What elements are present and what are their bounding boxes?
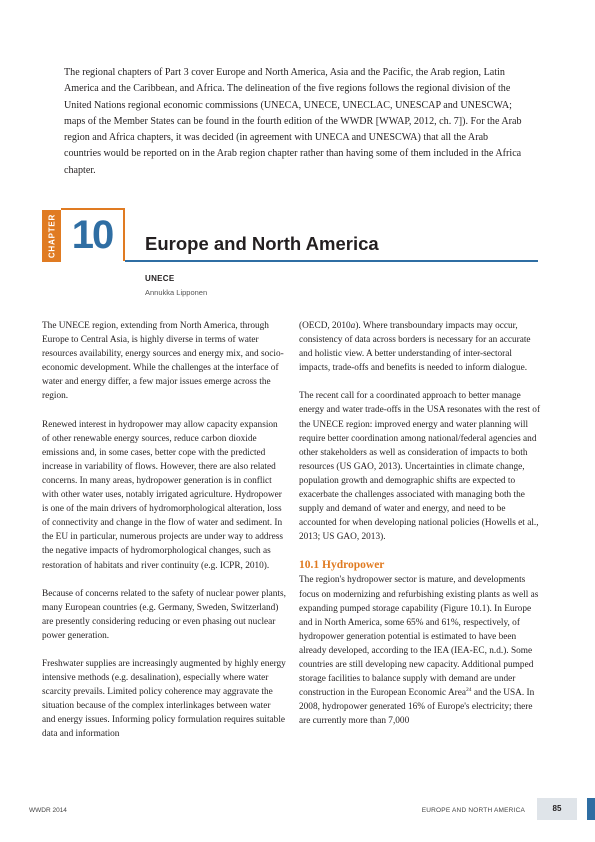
left-column bbox=[42, 319, 286, 756]
page-number: 85 bbox=[537, 798, 577, 820]
chapter-number: 10 bbox=[71, 213, 113, 257]
chapter-title: Europe and North America bbox=[145, 233, 379, 254]
page-footer bbox=[0, 798, 595, 824]
chapter-side-tab bbox=[42, 210, 61, 262]
footer-edge-bar bbox=[587, 798, 595, 820]
footer-chapter-name: EUROPE AND NORTH AMERICA bbox=[421, 807, 525, 814]
section-heading: 10.1 Hydropower bbox=[299, 559, 385, 572]
body-paragraph: The recent call for a coordinated approach to better manage energy and water trade-offs in the USA resonates with the rest of the UNECE region: improved energy and water planning will require better coordination among national/federal agencies and other stakeholders as well as consideration of impacts to both resources (US GAO, 2013). Uncertainties in climate change, population growth and demographic shifts are expected to exacerbate the challenges associated with managing both the supply and demand of water and energy, and need to be accounted for when developing national policies (Howells et al., 2013; US GAO, 2013). bbox=[299, 391, 541, 543]
body-paragraph bbox=[299, 319, 543, 375]
text-run: and the USA. In 2008, hydropower generated 16% of Europe's electricity; there are currently more than 7,000 bbox=[299, 688, 535, 727]
chapter-tab-label: CHAPTER bbox=[47, 213, 56, 259]
footer-publication: WWDR 2014 bbox=[29, 807, 67, 814]
footnote-marker: 24 bbox=[466, 687, 472, 694]
text-run: The region's hydropower sector is mature, and developments focus on modernizing and refurbishing existing plants as well as expanding pumped storage capability (Figure 10.1). In Europe and in North America, some 65% and 61%, respectively, of hydropower generation potential is estimated to have been already developed, according to the IEA (IEA-EC, n.d.). Some countries are still developing new capacity. Additional pumped storage facilities to balance supply with demand are under construction in the European Economic Area bbox=[299, 575, 539, 699]
text-run: ). Where transboundary impacts may occur, consistency of data across borders is necessary for an accurate and holistic view. A better understanding of inter-sectoral impacts, trade-offs and benefits is needed to inform dialogue. bbox=[299, 321, 531, 374]
chapter-author: Annukka Lipponen bbox=[145, 288, 208, 297]
intro-paragraph: The regional chapters of Part 3 cover Europe and North America, Asia and the Pacific, the Arab region, Latin America and the Caribbean, and Africa. The delineation of the five regions follows the regional division of the United Nations regional economic commissions (UNECA, UNECE, UNECLAC, UNESCAP and UNESCWA; maps of the Member States can be found in the fourth edition of the WWDR [WWAP, 2012, ch. 7]). For the Arab region and Africa chapters, it was decided (in agreement with UNECA and UNESCWA) that all the Arab countries would be reported on in the Arab region chapter rather than having some of them included in the Africa chapter. bbox=[64, 67, 522, 176]
body-paragraph: The UNECE region, extending from North America, through Europe to Central Asia, is highly diverse in terms of water resources availability, energy sources and energy mix, and socio-economic development. While the challenges at the interface of water and energy differ, a few major issues emerge across the region. bbox=[42, 321, 284, 402]
body-paragraph bbox=[299, 573, 543, 728]
italic-run: a bbox=[350, 321, 356, 331]
body-paragraph: Renewed interest in hydropower may allow capacity expansion of other renewable energy sources, reduce carbon dioxide emissions and, in some cases, better cope with the predicted increase in variability of flows. However, there are also related concerns. In many areas, hydropower generation is in conflict with other water uses, notably irrigated agriculture. Hydropower is one of the main drivers of hydromorphological alteration, loss of connectivity and change in the flow of water and sediment. In the EU in particular, numerous projects are under way to address the negative impacts of hydromorphological changes, such as restoration of habitats and river continuity (e.g. ICPR, 2010). bbox=[42, 419, 284, 571]
body-paragraph: Because of concerns related to the safety of nuclear power plants, many European countries (e.g. Germany, Sweden, Switzerland) are presently considering reducing or even phasing out nuclear power generation. bbox=[42, 588, 286, 641]
body-paragraph: Freshwater supplies are increasingly augmented by highly energy intensive methods (e.g. desalination), especially where water scarcity prevails. Limited policy coherence may aggravate the situation because of the complex interlinkages between water and energy issues. Informing policy formulation requires suitable data and information bbox=[42, 658, 286, 740]
right-column bbox=[299, 319, 543, 742]
chapter-organization: UNECE bbox=[145, 274, 175, 283]
text-run: (OECD, 2010 bbox=[299, 321, 351, 331]
title-underline bbox=[125, 260, 538, 262]
